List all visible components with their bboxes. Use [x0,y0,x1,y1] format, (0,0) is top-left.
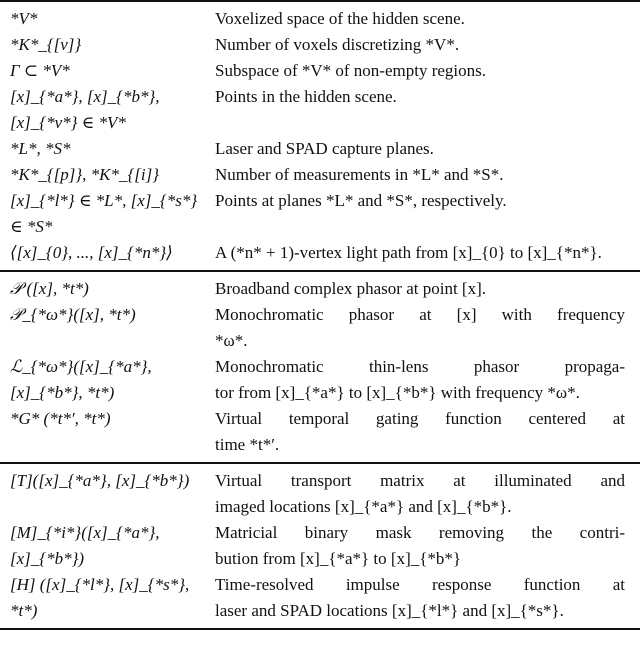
notation-symbol: [T]([x]_{*a*}, [x]_{*b*}) [10,471,190,490]
notation-symbol: [H] ([x]_{*l*}, [x]_{*s*}, *t*) [10,575,190,620]
section-transport [0,464,640,628]
notation-row [0,6,640,32]
notation-symbol: *G* (*t*′, *t*) [10,409,111,428]
notation-row [0,32,640,58]
description-line: laser and SPAD locations [x]_{*l*} and [x]_{*s*}. [215,601,564,620]
notation-row [0,188,640,240]
notation-row [0,136,640,162]
notation-description [215,32,625,58]
description-line: Subspace of *V* of non-empty regions. [215,61,487,80]
description-line: Points at planes *L* and *S*, respectively. [215,191,507,210]
notation-row [0,572,640,624]
notation-description [215,406,625,458]
notation-symbol: [x]_{*a*}, [x]_{*b*}, [x]_{*v*} ∈ *V* [10,87,160,132]
notation-row [0,162,640,188]
description-line: Monochromatic phasor at [x] with frequency [215,305,625,324]
description-line: Virtual transport matrix at illuminated and [215,471,625,490]
description-line: A (*n* + 1)-vertex light path from [x]_{0} to [x]_{*n*}. [215,243,602,262]
description-line: time *t*′. [215,435,280,454]
notation-description [215,276,625,302]
notation-row [0,84,640,136]
notation-description [215,84,625,136]
section-geometry [0,2,640,270]
notation-row [0,240,640,266]
description-line: Number of measurements in *L* and *S*. [215,165,504,184]
notation-description [215,58,625,84]
notation-row [0,354,640,406]
notation-description [215,240,625,266]
notation-row [0,468,640,520]
description-line: Virtual temporal gating function centered at [215,409,625,428]
description-line: Laser and SPAD capture planes. [215,139,434,158]
description-line: bution from [x]_{*a*} to [x]_{*b*} [215,549,462,568]
notation-symbol: *L*, *S* [10,139,71,158]
description-line: imaged locations [x]_{*a*} and [x]_{*b*}. [215,497,512,516]
description-line: Voxelized space of the hidden scene. [215,9,465,28]
notation-description [215,354,625,406]
notation-symbol: [x]_{*l*} ∈ *L*, [x]_{*s*} ∈ *S* [10,191,198,236]
section-phasors [0,272,640,462]
notation-description [215,188,625,240]
notation-row [0,302,640,354]
description-line: Monochromatic thin-lens phasor propaga- [215,357,625,376]
description-line: Matricial binary mask removing the contri- [215,523,625,542]
notation-row [0,276,640,302]
description-line: *ω*. [215,331,248,350]
bottom-rule [0,628,640,630]
notation-symbol: 𝒫 ([x], *t*) [10,279,89,298]
description-line: Time-resolved impulse response function at [215,575,625,594]
notation-description [215,468,625,520]
notation-symbol: *K*_{[p]}, *K*_{[i]} [10,165,160,184]
notation-symbol: [M]_{*i*}([x]_{*a*}, [x]_{*b*}) [10,523,160,568]
description-line: Number of voxels discretizing *V*. [215,35,460,54]
notation-description [215,572,625,624]
description-line: tor from [x]_{*a*} to [x]_{*b*} with frequency *ω*. [215,383,580,402]
notation-symbol: 𝒫_{*ω*}([x], *t*) [10,305,136,324]
notation-symbol: *V* [10,9,38,28]
description-line: Points in the hidden scene. [215,87,397,106]
description-line: Broadband complex phasor at point [x]. [215,279,486,298]
notation-symbol: ⟨[x]_{0}, ..., [x]_{*n*}⟩ [10,243,173,262]
notation-description [215,520,625,572]
notation-row [0,58,640,84]
notation-description [215,6,625,32]
notation-symbol: *K*_{[v]} [10,35,82,54]
notation-description [215,302,625,354]
notation-description [215,162,625,188]
notation-description [215,136,625,162]
notation-symbol: ℒ_{*ω*}([x]_{*a*}, [x]_{*b*}, *t*) [10,357,152,402]
notation-row [0,520,640,572]
notation-symbol: Γ ⊂ *V* [10,61,70,80]
notation-row [0,406,640,458]
